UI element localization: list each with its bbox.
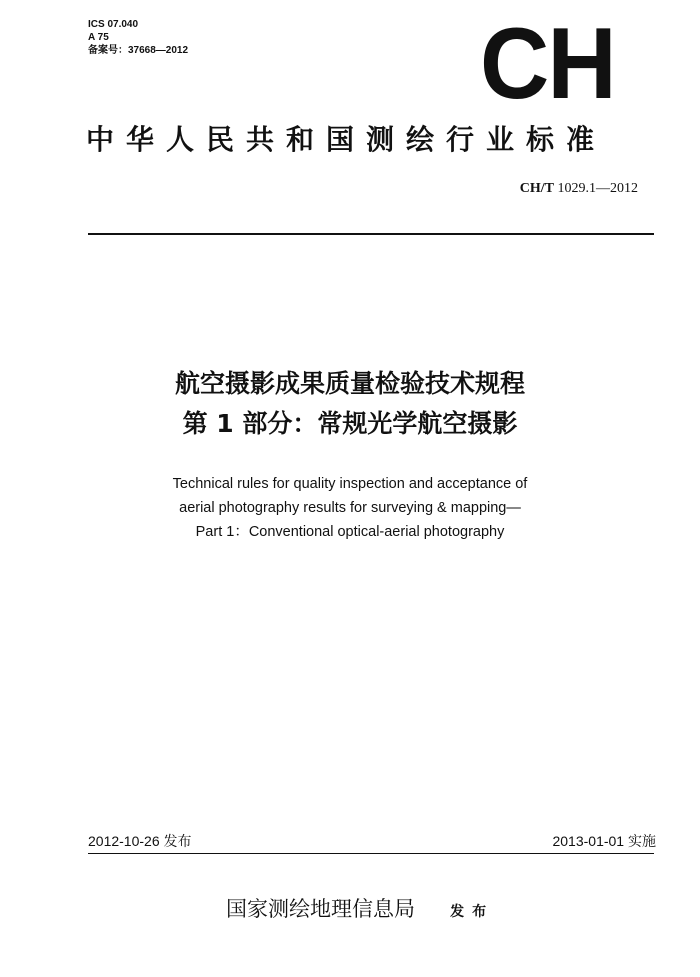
chinese-title-line-2: 第 1 部分：常规光学航空摄影	[182, 409, 518, 438]
english-title-line-3: Part 1：Conventional optical-aerial photography	[195, 524, 505, 540]
publisher-line	[226, 893, 494, 923]
standard-code	[520, 181, 638, 197]
standard-code-prefix: CH/T	[519, 181, 554, 196]
ch-logo: CH	[480, 7, 615, 120]
publisher-organization: 国家测绘地理信息局	[226, 897, 415, 921]
bottom-divider	[88, 853, 654, 854]
record-number: 备案号：37668—2012	[88, 45, 189, 56]
english-title-line-1: Technical rules for quality inspection and acceptance of	[172, 476, 528, 492]
english-title-line-2: aerial photography results for surveying & mapping—	[179, 500, 521, 516]
publisher-action: 发布	[450, 904, 495, 920]
classification-block	[88, 18, 188, 57]
chinese-title	[0, 364, 700, 444]
category-code: A 75	[88, 32, 109, 43]
english-title	[0, 472, 700, 544]
top-divider	[88, 233, 654, 235]
standard-code-number: 1029.1—2012	[557, 181, 638, 196]
standard-category-title: 中华人民共和国测绘行业标准	[86, 123, 607, 156]
implementation-date: 2013-01-01 实施	[552, 833, 656, 849]
chinese-title-line-1: 航空摄影成果质量检验技术规程	[174, 369, 525, 398]
ics-code: ICS 07.040	[88, 19, 139, 30]
issue-date: 2012-10-26 发布	[88, 833, 192, 849]
